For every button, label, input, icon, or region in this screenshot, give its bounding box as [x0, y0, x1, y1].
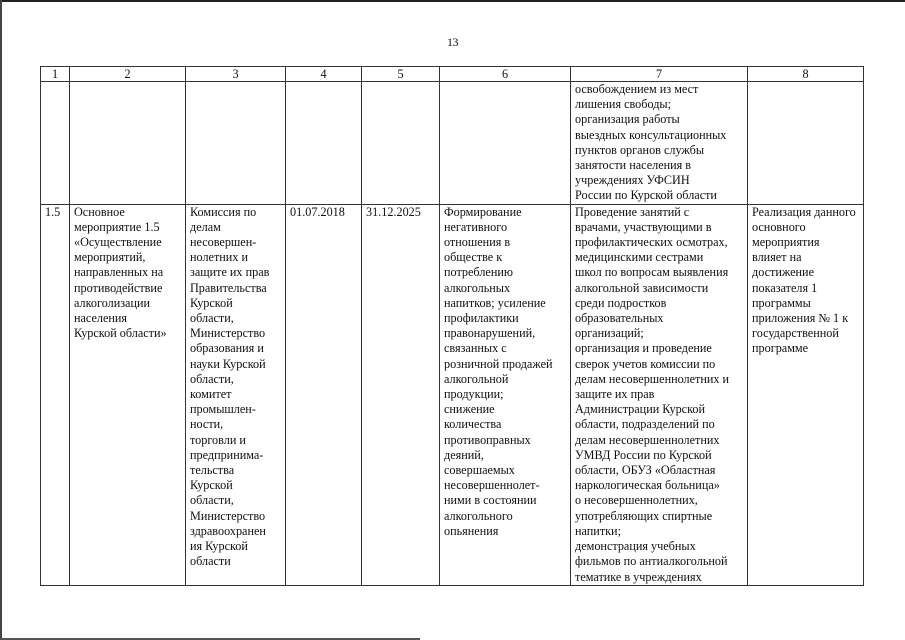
scan-edge-left — [0, 0, 2, 640]
text-line: области, — [190, 493, 234, 508]
text-line: напитков; усиление — [444, 295, 546, 310]
scan-edge-top — [0, 0, 905, 2]
text-line: государственной — [752, 326, 839, 341]
text-line: Министерство — [190, 508, 266, 523]
text-line: лишения свободы; — [575, 97, 671, 112]
header-col-6: 6 — [440, 67, 571, 82]
table-row-1-5 — [41, 204, 864, 585]
text-line: защите их прав — [575, 387, 655, 402]
text-line: демонстрация учебных — [575, 539, 696, 554]
text-line: количества — [444, 417, 502, 432]
cell-empty — [440, 82, 571, 205]
text-line: употребляющих спиртные — [575, 508, 713, 523]
cell-empty — [286, 82, 362, 205]
text-line: Проведение занятий с — [575, 204, 690, 219]
cell-empty — [186, 82, 286, 205]
text-line: врачами, участвующими в — [575, 219, 712, 234]
text-line: достижение — [752, 265, 814, 280]
text-line: отношения в — [444, 235, 511, 250]
cell-start-date: 01.07.2018 — [286, 204, 362, 585]
text-line: наркологическая больница» — [575, 478, 720, 493]
cell-empty — [70, 82, 186, 205]
text-line: тематике в учреждениях — [575, 569, 702, 584]
text-line: связанных с — [444, 341, 507, 356]
text-line: нолетних и — [190, 250, 248, 265]
text-line: Курской — [190, 478, 233, 493]
text-line: профилактических осмотрах, — [575, 235, 728, 250]
text-line: области, подразделений по — [575, 417, 715, 432]
text-line: Комиссия по — [190, 204, 257, 219]
text-line: противодействие — [74, 280, 163, 295]
cell-empty — [748, 82, 864, 205]
text-line: комитет — [190, 387, 232, 402]
text-line: напитки; — [575, 523, 621, 538]
text-line: торговли и — [190, 432, 246, 447]
text-line: пунктов органов службы — [575, 142, 705, 157]
text-line: опьянения — [444, 523, 499, 538]
text-line: промышлен- — [190, 402, 256, 417]
page-number: 13 — [447, 35, 458, 49]
text-line: области, ОБУЗ «Областная — [575, 463, 716, 478]
text-line: обществе к — [444, 250, 503, 265]
text-line: программе — [752, 341, 809, 356]
text-line: Курской — [190, 295, 233, 310]
text-line: защите их прав — [190, 265, 270, 280]
header-col-1: 1 — [41, 67, 70, 82]
text-line: населения — [74, 311, 128, 326]
text-line: занятости населения в — [575, 158, 692, 173]
header-col-3: 3 — [186, 67, 286, 82]
text-line: «Осуществление — [74, 235, 162, 250]
cell-number: 1.5 — [41, 204, 70, 585]
text-line: снижение — [444, 402, 495, 417]
text-line: мероприятия — [752, 235, 820, 250]
text-line: ия Курской — [190, 539, 248, 554]
table-row-continuation — [41, 82, 864, 205]
text-line: основного — [752, 219, 806, 234]
text-line: мероприятие 1.5 — [74, 219, 160, 234]
text-line: области, — [190, 371, 234, 386]
text-line: показателя 1 — [752, 280, 818, 295]
cell-executor — [186, 204, 286, 585]
cell-empty — [362, 82, 440, 205]
text-line: программы — [752, 295, 811, 310]
cell-expected-result — [440, 204, 571, 585]
text-line: алкогольной — [444, 371, 509, 386]
cell-end-date: 31.12.2025 — [362, 204, 440, 585]
header-col-2: 2 — [70, 67, 186, 82]
text-line: алкогольной зависимости — [575, 280, 709, 295]
text-line: о несовершеннолетних, — [575, 493, 698, 508]
cell-measure-name — [70, 204, 186, 585]
text-line: делам — [190, 219, 221, 234]
text-line: алкогольного — [444, 508, 513, 523]
text-line: ними в состоянии — [444, 493, 537, 508]
header-col-8: 8 — [748, 67, 864, 82]
text-line: алкогольных — [444, 280, 511, 295]
text-line: Формирование — [444, 204, 522, 219]
text-line: делам несовершеннолетних и — [575, 371, 730, 386]
text-line: России по Курской области — [575, 188, 717, 203]
text-line: потреблению — [444, 265, 513, 280]
text-line: Реализация данного — [752, 204, 856, 219]
text-line: организаций; — [575, 326, 644, 341]
text-line: здравоохранен — [190, 523, 266, 538]
text-line: деяний, — [444, 447, 484, 462]
program-measures-table — [40, 66, 864, 586]
text-line: противоправных — [444, 432, 531, 447]
text-line: влияет на — [752, 250, 802, 265]
text-line: тельства — [190, 463, 235, 478]
header-row — [41, 67, 864, 82]
text-line: организация и проведение — [575, 341, 712, 356]
text-line: розничной продажей — [444, 356, 553, 371]
text-line: несовершен- — [190, 235, 257, 250]
text-line: правонарушений, — [444, 326, 536, 341]
text-line: школ по вопросам выявления — [575, 265, 729, 280]
cell-indicator-link — [748, 204, 864, 585]
text-line: науки Курской — [190, 356, 266, 371]
header-col-4: 4 — [286, 67, 362, 82]
text-line: совершаемых — [444, 463, 515, 478]
text-line: ности, — [190, 417, 224, 432]
text-line: Курской области» — [74, 326, 167, 341]
text-line: алкоголизации — [74, 295, 151, 310]
text-line: Основное — [74, 204, 125, 219]
text-line: выездных консультационных — [575, 127, 727, 142]
text-line: сверок учетов комиссии по — [575, 356, 716, 371]
text-line: Администрации Курской — [575, 402, 706, 417]
cell-activities-continued — [571, 82, 748, 205]
text-line: негативного — [444, 219, 508, 234]
text-line: образовательных — [575, 311, 664, 326]
text-line: области — [190, 554, 231, 569]
text-line: учреждениях УФСИН — [575, 173, 690, 188]
text-line: профилактики — [444, 311, 519, 326]
text-line: организация работы — [575, 112, 680, 127]
cell-activities — [571, 204, 748, 585]
text-line: мероприятий, — [74, 250, 146, 265]
text-line: фильмов по антиалкогольной — [575, 554, 728, 569]
text-line: делам несовершеннолетних — [575, 432, 720, 447]
text-line: области, — [190, 311, 234, 326]
cell-empty — [41, 82, 70, 205]
text-line: Министерство — [190, 326, 266, 341]
text-line: приложения № 1 к — [752, 311, 849, 326]
text-line: несовершеннолет- — [444, 478, 540, 493]
text-line: освобождением из мест — [575, 82, 699, 96]
text-line: образования и — [190, 341, 264, 356]
text-line: направленных на — [74, 265, 164, 280]
text-line: предпринима- — [190, 447, 264, 462]
text-line: среди подростков — [575, 295, 667, 310]
text-line: продукции; — [444, 387, 504, 402]
header-col-5: 5 — [362, 67, 440, 82]
text-line: медицинскими сестрами — [575, 250, 704, 265]
text-line: УМВД России по Курской — [575, 447, 712, 462]
header-col-7: 7 — [571, 67, 748, 82]
text-line: Правительства — [190, 280, 267, 295]
